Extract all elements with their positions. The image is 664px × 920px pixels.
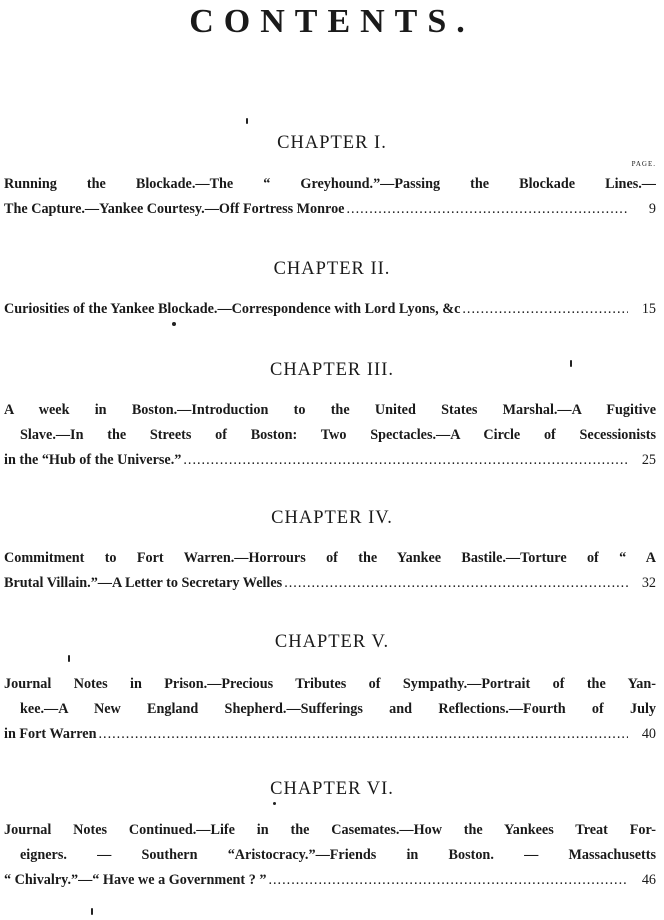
entry-line: eigners. — Southern “Aristocracy.”—Friends in Boston. — Massachusetts xyxy=(20,847,656,863)
entry-line-last xyxy=(4,297,656,322)
dot-leader xyxy=(268,868,628,893)
toc-entry[interactable] xyxy=(4,398,656,473)
ink-speck xyxy=(570,360,572,367)
dot-leader xyxy=(98,722,628,747)
ink-speck xyxy=(91,908,93,915)
page-number: 46 xyxy=(641,872,656,888)
page-title: CONTENTS. xyxy=(189,3,475,40)
chapter-heading: CHAPTER II. xyxy=(273,259,391,279)
entry-line: in Fort Warren xyxy=(4,726,97,742)
entry-line: Journal Notes Continued.—Life in the Casemates.—How the Yankees Treat For- xyxy=(4,822,656,838)
dot-leader xyxy=(284,571,628,596)
dot-leader xyxy=(183,448,628,473)
page-number: 40 xyxy=(641,726,656,742)
toc-entry[interactable] xyxy=(4,672,656,747)
ink-speck xyxy=(273,802,276,805)
entry-line-last xyxy=(4,868,656,893)
entry-line: Running the Blockade.—The “ Greyhound.”—Passing the Blockade Lines.— xyxy=(4,176,656,192)
dot-leader xyxy=(462,297,628,322)
toc-entry[interactable] xyxy=(4,546,656,596)
chapter-heading: CHAPTER I. xyxy=(277,133,387,153)
ink-speck xyxy=(68,655,70,662)
chapter-heading: CHAPTER V. xyxy=(274,632,390,652)
entry-line: Journal Notes in Prison.—Precious Tributes of Sympathy.—Portrait of the Yan- xyxy=(4,676,656,692)
toc-entry[interactable] xyxy=(4,297,656,322)
entry-line: Brutal Villain.”—A Letter to Secretary Welles xyxy=(4,575,283,591)
entry-line: The Capture.—Yankee Courtesy.—Off Fortress Monroe xyxy=(4,201,345,217)
chapter-heading: CHAPTER III. xyxy=(269,360,395,380)
entry-line: Commitment to Fort Warren.—Horrours of the Yankee Bastile.—Torture of “ A xyxy=(4,550,656,566)
entry-line-last xyxy=(4,197,656,222)
entry-line: kee.—A New England Shepherd.—Sufferings and Reflections.—Fourth of July xyxy=(20,701,656,717)
ink-speck xyxy=(172,322,176,326)
chapter-heading: CHAPTER VI. xyxy=(270,779,394,799)
page-number: 9 xyxy=(648,201,656,217)
page-number: 15 xyxy=(641,301,656,317)
entry-line: “ Chivalry.”—“ Have we a Government ? ” xyxy=(4,872,267,888)
dot-leader xyxy=(346,197,628,222)
entry-line: Slave.—In the Streets of Boston: Two Spectacles.—A Circle of Secessionists xyxy=(20,427,656,443)
entry-line-last xyxy=(4,722,656,747)
page-number: 25 xyxy=(641,452,656,468)
entry-line-last xyxy=(4,448,656,473)
entry-line: Curiosities of the Yankee Blockade.—Correspondence with Lord Lyons, &c xyxy=(4,301,461,317)
entry-line-last xyxy=(4,571,656,596)
ink-speck xyxy=(246,118,248,124)
page-column-header: PAGE. xyxy=(631,160,656,168)
toc-entry[interactable] xyxy=(4,818,656,893)
chapter-heading: CHAPTER IV. xyxy=(271,508,393,528)
entry-line: in the “Hub of the Universe.” xyxy=(4,452,182,468)
toc-entry[interactable] xyxy=(4,172,656,222)
entry-line: A week in Boston.—Introduction to the United States Marshal.—A Fugitive xyxy=(4,402,656,418)
page-number: 32 xyxy=(641,575,656,591)
